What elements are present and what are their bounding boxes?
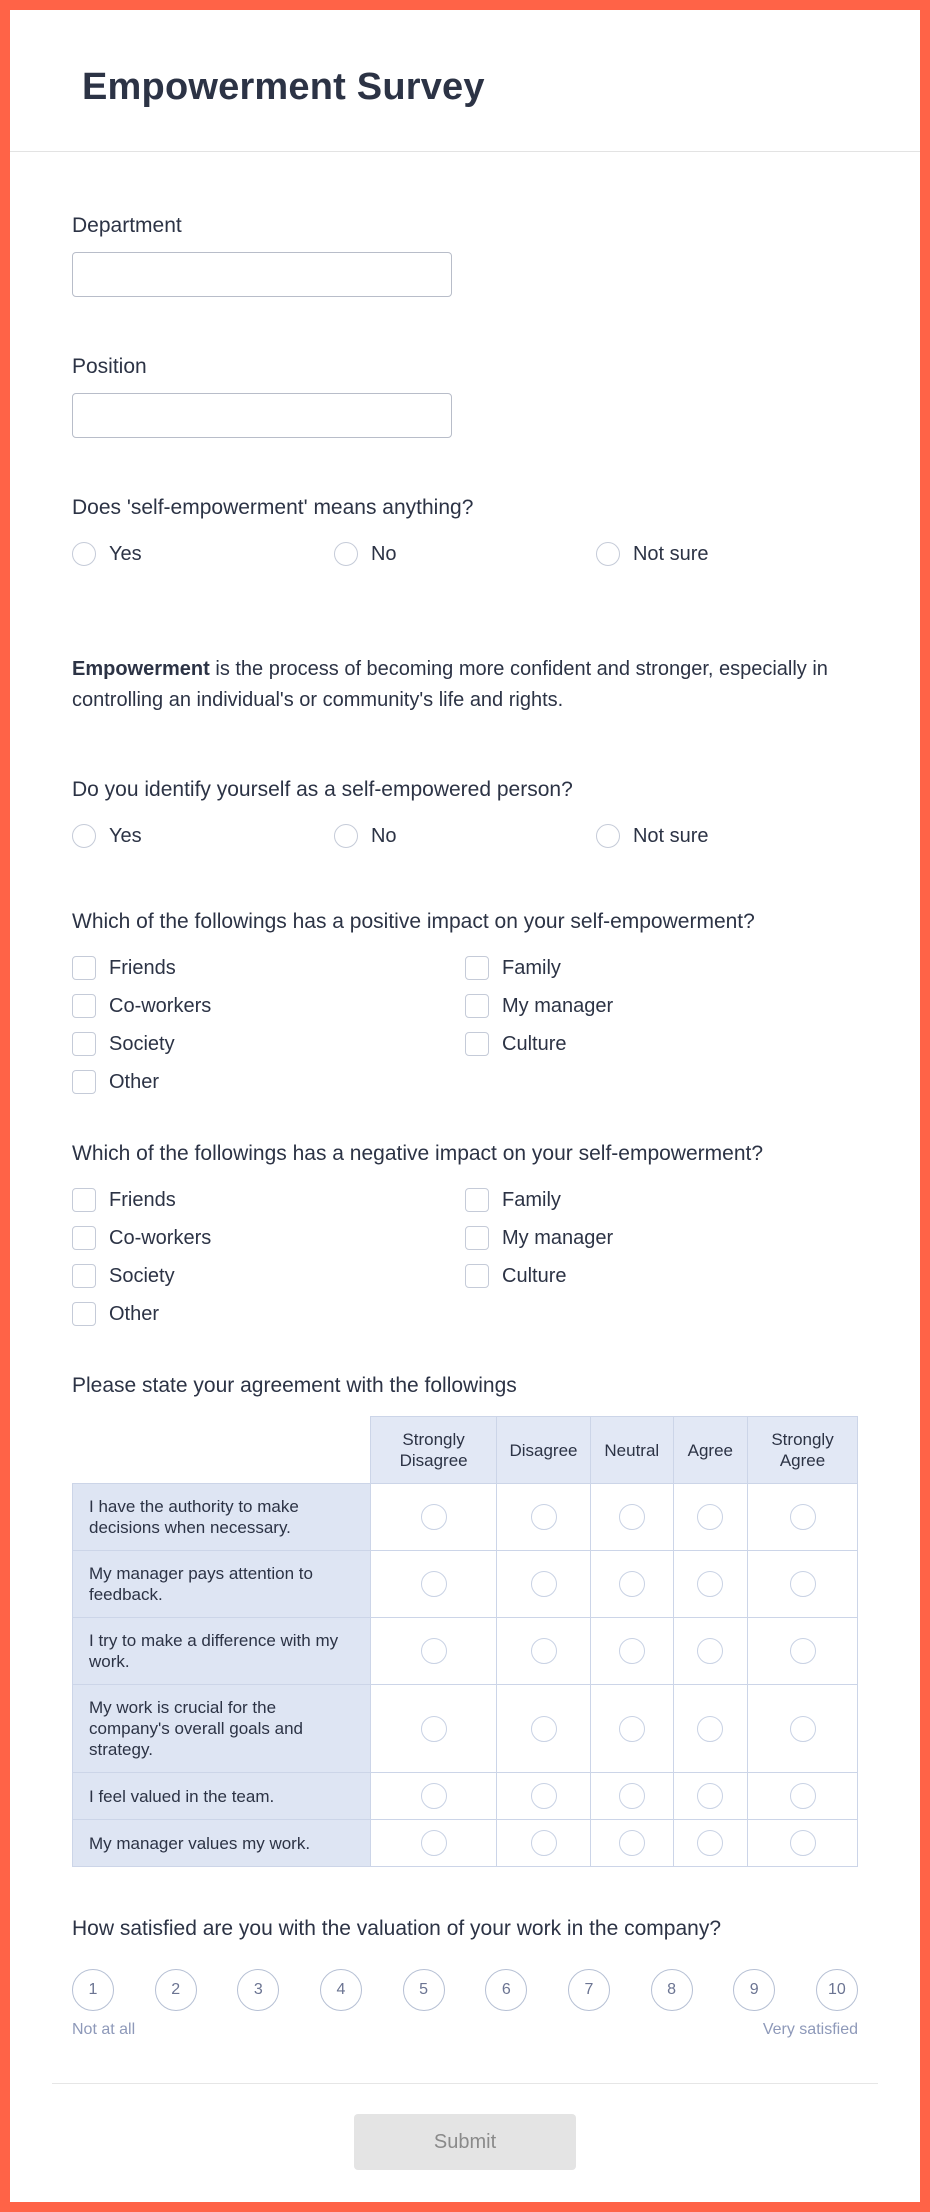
matrix-row-feedback [73,1551,858,1618]
question-agreement-matrix [72,1374,858,1867]
matrix-radio[interactable] [619,1716,645,1742]
matrix-col-header-strongly-agree: Strongly Agree [748,1417,858,1484]
option-label: No [370,824,397,847]
option-label: Family [502,1188,561,1211]
field-department [72,214,858,297]
empowerment-definition-text [72,654,858,716]
matrix-radio-cell[interactable] [371,1618,497,1685]
matrix-radio[interactable] [421,1504,447,1530]
checkbox-box[interactable] [72,1226,96,1250]
checkbox-box[interactable] [72,956,96,980]
checkbox-group [72,1188,858,1326]
field-position [72,355,858,438]
matrix-row-label: My manager pays attention to feedback. [73,1551,371,1618]
matrix-radio[interactable] [790,1830,816,1856]
checkbox-box[interactable] [465,1226,489,1250]
question-identify-self-empowered [72,778,858,848]
matrix-radio-cell[interactable] [496,1773,590,1820]
position-label: Position [72,355,147,378]
matrix-radio-cell[interactable] [748,1820,858,1867]
matrix-radio[interactable] [619,1830,645,1856]
checkbox-option-co-workers[interactable] [72,994,465,1018]
scale-max-label: Very satisfied [762,2021,858,2038]
matrix-radio-cell[interactable] [371,1773,497,1820]
checkbox-box[interactable] [72,1264,96,1288]
question-label: Which of the followings has a positive impact on your self-empowerment? [72,910,755,933]
matrix-radio-cell[interactable] [496,1685,590,1773]
question-label: Does 'self-empowerment' means anything? [72,496,474,519]
checkbox-box[interactable] [465,956,489,980]
scale-option-3[interactable]: 3 [237,1969,279,2011]
matrix-row-valued-team [73,1773,858,1820]
department-input[interactable] [72,252,452,297]
matrix-col-header-neutral: Neutral [591,1417,673,1484]
department-label: Department [72,214,182,237]
checkbox-box[interactable] [72,1188,96,1212]
matrix-col-header-strongly-disagree: Strongly Disagree [371,1417,497,1484]
scale-option-2[interactable]: 2 [155,1969,197,2011]
question-positive-impact [72,910,858,1094]
matrix-radio-cell[interactable] [496,1820,590,1867]
matrix-radio-cell[interactable] [496,1618,590,1685]
matrix-radio[interactable] [531,1830,557,1856]
form-header [10,10,920,152]
radio-circle[interactable] [596,542,620,566]
checkbox-box[interactable] [72,1302,96,1326]
checkbox-option-family[interactable] [465,1188,858,1212]
matrix-radio[interactable] [697,1571,723,1597]
definition-paragraph [72,654,832,716]
option-label: My manager [502,994,614,1017]
question-self-empowerment-meaning [72,496,858,566]
radio-option-not-sure[interactable] [596,824,858,848]
radio-option-yes[interactable] [72,542,334,566]
checkbox-box[interactable] [465,1032,489,1056]
matrix-radio-cell[interactable] [591,1820,673,1867]
matrix-row-crucial-work [73,1685,858,1773]
scale-option-7[interactable]: 7 [568,1969,610,2011]
option-label: Other [109,1302,160,1325]
checkbox-box[interactable] [465,994,489,1018]
option-label: Co-workers [109,994,212,1017]
matrix-row-label: I have the authority to make decisions when necessary. [73,1484,371,1551]
matrix-radio-cell[interactable] [673,1685,748,1773]
radio-circle[interactable] [334,824,358,848]
scale-end-labels [72,2021,858,2039]
matrix-radio-cell[interactable] [591,1484,673,1551]
question-label: Please state your agreement with the followings [72,1374,517,1397]
option-label: Yes [109,542,142,565]
scale-option-9[interactable]: 9 [733,1969,775,2011]
matrix-radio-cell[interactable] [496,1484,590,1551]
matrix-radio-cell[interactable] [748,1484,858,1551]
checkbox-option-society[interactable] [72,1032,465,1056]
question-label: How satisfied are you with the valuation of your work in the company? [72,1917,722,1940]
option-label: My manager [502,1226,614,1249]
checkbox-box[interactable] [72,994,96,1018]
checkbox-option-co-workers[interactable] [72,1226,465,1250]
checkbox-option-other[interactable] [72,1302,465,1326]
matrix-radio[interactable] [790,1638,816,1664]
matrix-row-difference [73,1618,858,1685]
matrix-radio-cell[interactable] [748,1551,858,1618]
matrix-radio[interactable] [531,1783,557,1809]
position-input[interactable] [72,393,452,438]
option-label: Society [109,1264,175,1287]
definition-rest-text: is the process of becoming more confident and stronger, especially in controlling an individual's or community's life and rights. [72,658,828,711]
scale-option-4[interactable]: 4 [320,1969,362,2011]
matrix-radio[interactable] [790,1783,816,1809]
matrix-radio[interactable] [697,1783,723,1809]
matrix-row-authority [73,1484,858,1551]
checkbox-box[interactable] [465,1188,489,1212]
matrix-radio[interactable] [697,1830,723,1856]
radio-circle[interactable] [334,542,358,566]
radio-group [72,824,858,848]
matrix-radio-cell[interactable] [748,1685,858,1773]
matrix-radio[interactable] [790,1571,816,1597]
matrix-radio[interactable] [619,1504,645,1530]
matrix-radio[interactable] [421,1571,447,1597]
scale-option-6[interactable]: 6 [485,1969,527,2011]
checkbox-group [72,956,858,1094]
matrix-col-header-agree: Agree [673,1417,748,1484]
checkbox-option-society[interactable] [72,1264,465,1288]
matrix-radio[interactable] [619,1638,645,1664]
option-label: Yes [109,824,142,847]
matrix-row-label: I feel valued in the team. [73,1773,371,1820]
checkbox-option-culture[interactable] [465,1032,858,1056]
checkbox-option-my-manager[interactable] [465,1226,858,1250]
matrix-radio[interactable] [531,1638,557,1664]
matrix-radio-cell[interactable] [673,1773,748,1820]
matrix-radio[interactable] [790,1504,816,1530]
option-label: Culture [502,1032,567,1055]
matrix-row-label: My manager values my work. [73,1820,371,1867]
question-satisfaction-scale [72,1917,858,2039]
matrix-radio[interactable] [421,1783,447,1809]
scale-option-8[interactable]: 8 [651,1969,693,2011]
matrix-radio[interactable] [531,1716,557,1742]
matrix-row-label: My work is crucial for the company's overall goals and strategy. [73,1685,371,1773]
form-body [10,152,920,2039]
option-label: Friends [109,956,176,979]
checkbox-box[interactable] [465,1264,489,1288]
matrix-radio[interactable] [697,1638,723,1664]
question-negative-impact [72,1142,858,1326]
matrix-radio-cell[interactable] [591,1685,673,1773]
matrix-radio-cell[interactable] [496,1551,590,1618]
definition-bold-word: Empowerment [72,658,210,680]
matrix-radio[interactable] [421,1830,447,1856]
radio-option-yes[interactable] [72,824,334,848]
matrix-radio-cell[interactable] [591,1773,673,1820]
option-label: No [370,542,397,565]
matrix-radio-cell[interactable] [371,1551,497,1618]
matrix-radio-cell[interactable] [371,1484,497,1551]
radio-circle[interactable] [72,824,96,848]
option-label: Family [502,956,561,979]
matrix-radio[interactable] [421,1638,447,1664]
radio-option-no[interactable] [334,542,596,566]
matrix-corner-cell [73,1417,371,1484]
matrix-radio-cell[interactable] [748,1773,858,1820]
matrix-radio[interactable] [790,1716,816,1742]
matrix-col-header-disagree: Disagree [496,1417,590,1484]
scale-row [72,1969,858,2011]
matrix-radio-cell[interactable] [673,1820,748,1867]
matrix-radio[interactable] [619,1783,645,1809]
matrix-radio[interactable] [697,1504,723,1530]
matrix-radio[interactable] [531,1504,557,1530]
survey-page [10,10,920,2202]
matrix-radio-cell[interactable] [673,1551,748,1618]
form-title: Empowerment Survey [82,66,485,108]
checkbox-option-family[interactable] [465,956,858,980]
option-label: Not sure [632,824,709,847]
option-label: Friends [109,1188,176,1211]
option-label: Other [109,1070,160,1093]
question-label: Which of the followings has a negative impact on your self-empowerment? [72,1142,764,1165]
matrix-header-row [73,1417,858,1484]
matrix-radio[interactable] [531,1571,557,1597]
checkbox-option-other[interactable] [72,1070,465,1094]
scale-option-10[interactable]: 10 [816,1969,858,2011]
matrix-radio-cell[interactable] [591,1551,673,1618]
submit-button[interactable]: Submit [354,2114,576,2170]
radio-group [72,542,858,566]
matrix-radio-cell[interactable] [371,1685,497,1773]
scale-min-label: Not at all [72,2021,136,2038]
scale-option-5[interactable]: 5 [403,1969,445,2011]
question-label: Do you identify yourself as a self-empowered person? [72,778,573,801]
option-label: Co-workers [109,1226,212,1249]
radio-option-no[interactable] [334,824,596,848]
matrix-radio-cell[interactable] [748,1618,858,1685]
checkbox-option-friends[interactable] [72,1188,465,1212]
matrix-radio[interactable] [421,1716,447,1742]
matrix-radio-cell[interactable] [591,1618,673,1685]
checkbox-option-friends[interactable] [72,956,465,980]
matrix-radio[interactable] [619,1571,645,1597]
scale-option-1[interactable]: 1 [72,1969,114,2011]
agreement-matrix-table [72,1416,858,1867]
matrix-radio[interactable] [697,1716,723,1742]
radio-option-not-sure[interactable] [596,542,858,566]
matrix-radio-cell[interactable] [371,1820,497,1867]
checkbox-box[interactable] [72,1070,96,1094]
matrix-row-manager-values [73,1820,858,1867]
checkbox-option-my-manager[interactable] [465,994,858,1018]
radio-circle[interactable] [596,824,620,848]
submit-section [52,2083,878,2202]
matrix-radio-cell[interactable] [673,1618,748,1685]
checkbox-option-culture[interactable] [465,1264,858,1288]
matrix-row-label: I try to make a difference with my work. [73,1618,371,1685]
radio-circle[interactable] [72,542,96,566]
option-label: Not sure [632,542,709,565]
matrix-radio-cell[interactable] [673,1484,748,1551]
checkbox-box[interactable] [72,1032,96,1056]
option-label: Society [109,1032,175,1055]
option-label: Culture [502,1264,567,1287]
